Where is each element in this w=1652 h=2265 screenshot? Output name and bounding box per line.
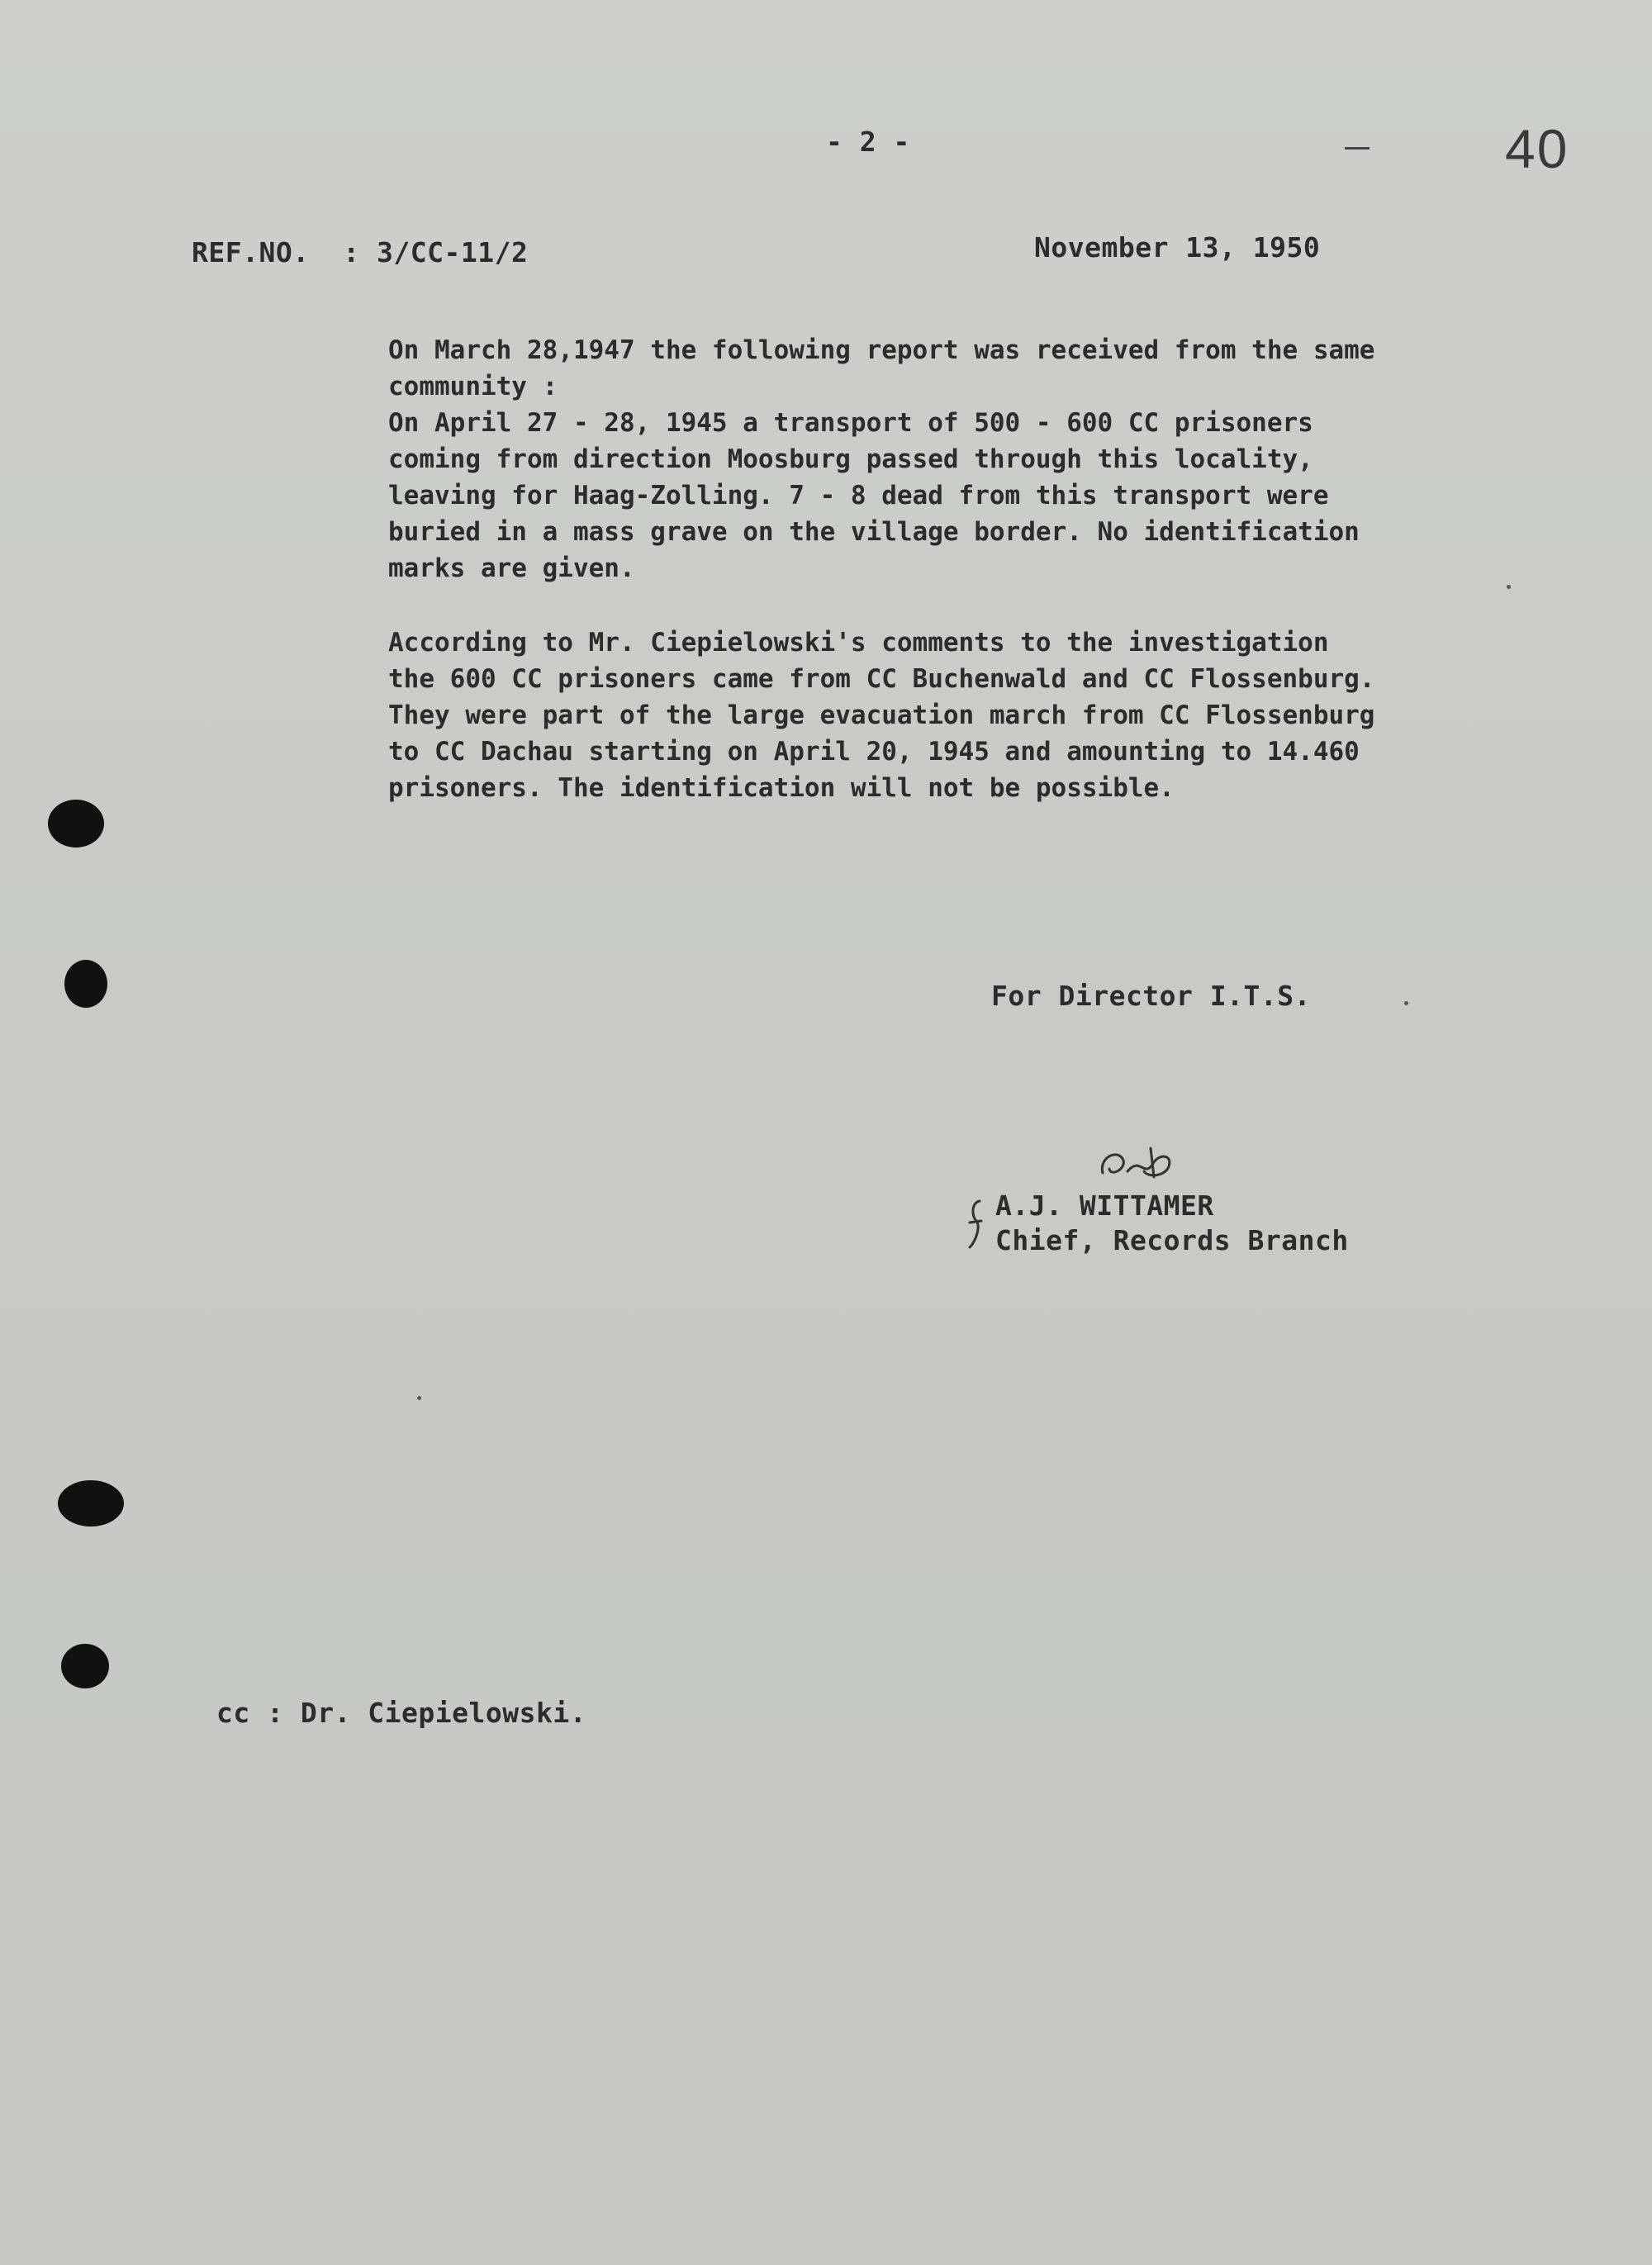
for-director-line: For Director I.T.S. [991,980,1311,1012]
pen-mark [1345,147,1370,150]
handwritten-initials [1094,1140,1185,1189]
body-paragraph: On March 28,1947 the following report was received from the same community : On April 27 - 28, 1945 a transport of 500 - 600 CC prisoners coming from direction Moosburg passed through this locality, leaving for Haag-Zolling. 7 - 8 dead from this transport were buried in a mass grave on the village border. No identification marks are given. [388,335,1375,583]
reference-number: REF.NO. : 3/CC-11/2 [192,236,529,268]
body-paragraph: According to Mr. Ciepielowski's comments to the investigation the 600 CC prisoners came from CC Buchenwald and CC Flossenburg. They were part of the large evacuation march from CC Flossenburg to CC Dachau starting on April 20, 1945 and amounting to 14.460 prisoners. The identification will not be possible. [388,628,1375,803]
punch-hole [64,960,107,1008]
cc-line: cc : Dr. Ciepielowski. [216,1697,587,1729]
punch-hole [61,1644,109,1688]
paper-speck [1404,1001,1408,1005]
letter-date: November 13, 1950 [1034,231,1321,264]
archive-page-number: 40 [1505,118,1569,179]
paper-speck [417,1396,421,1400]
signer-title: Chief, Records Branch [995,1224,1349,1256]
punch-hole [48,800,104,848]
handwritten-f-mark [966,1196,986,1254]
signature-area [966,1140,1462,1305]
punch-hole [58,1480,124,1527]
page-number: - 2 - [826,126,910,158]
letter-body [388,332,1512,806]
signer-name: A.J. WITTAMER [995,1189,1214,1222]
